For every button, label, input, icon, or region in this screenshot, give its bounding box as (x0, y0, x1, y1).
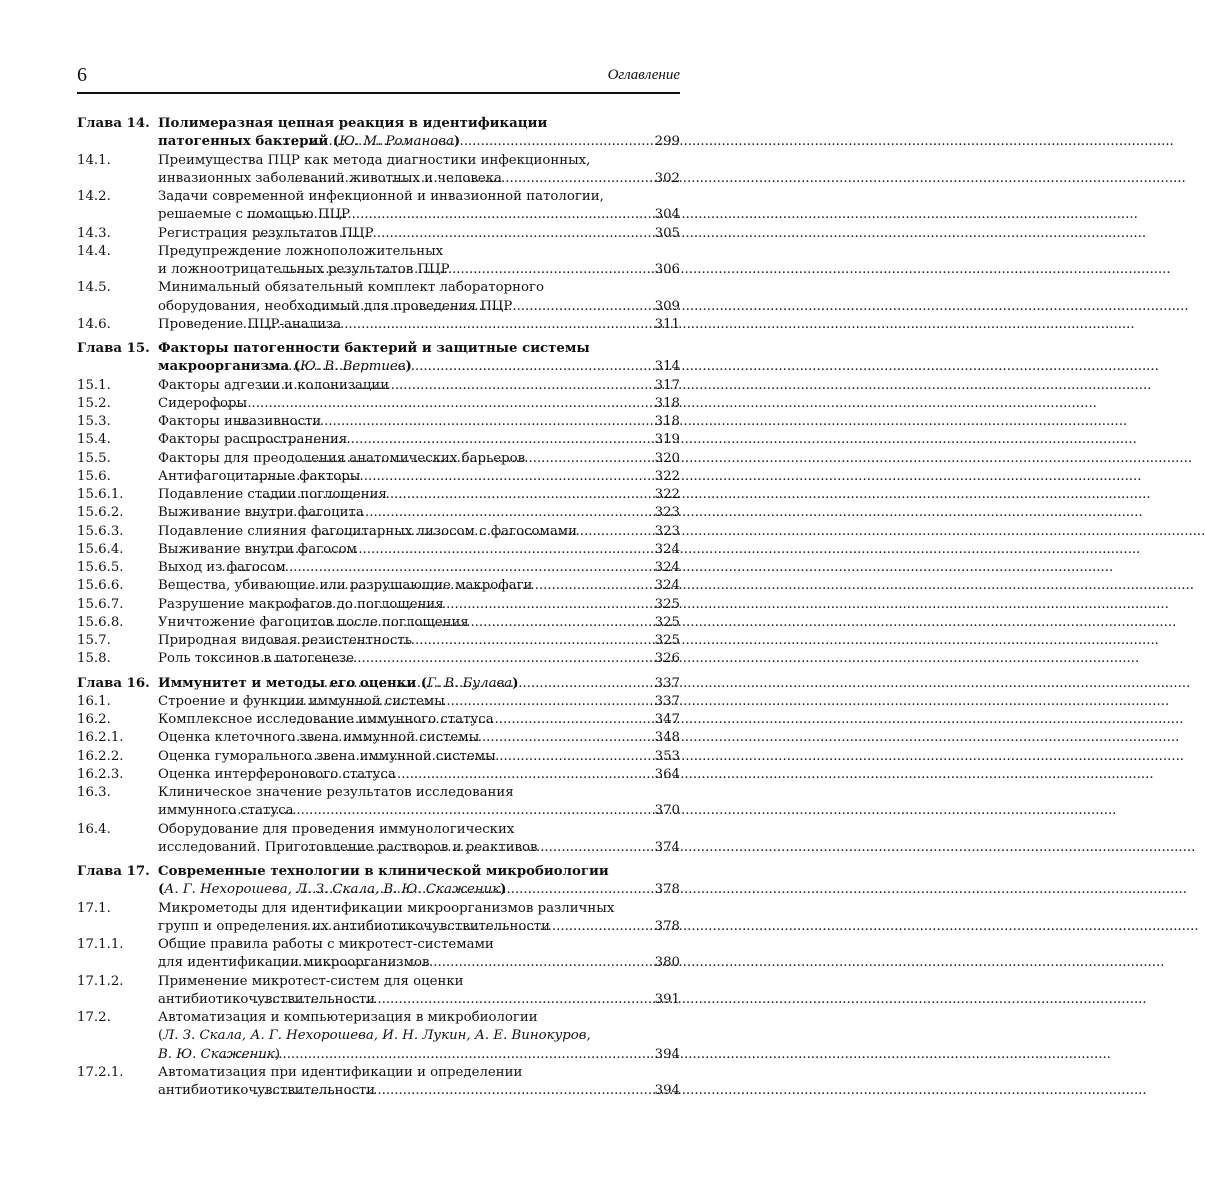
page-ref: 323 (654, 505, 680, 521)
section-number: 16.4. (77, 821, 111, 837)
chapter-authors: Ю. В. Вертиев (300, 359, 406, 375)
dot-leader (294, 675, 636, 693)
page-ref: 324 (654, 541, 680, 557)
section-title-line: Оценка интерферонового статуса (158, 766, 396, 782)
page-ref: 306 (654, 262, 680, 277)
section-number: 15.5. (77, 450, 111, 466)
toc-entry[interactable] (77, 632, 680, 650)
section-number: 14.2. (77, 189, 111, 204)
toc-entry[interactable] (77, 468, 680, 486)
page-ref: 319 (654, 432, 680, 448)
section-number: 15.6.5. (77, 560, 124, 575)
page-ref: 374 (654, 839, 680, 855)
section-title-line: решаемые с помощью ПЦР (158, 207, 350, 223)
section-title-line: Оборудование для проведения иммунологических (158, 821, 515, 837)
dot-leader (258, 766, 636, 784)
section-number: 15.7. (77, 633, 111, 648)
page-ref: 305 (654, 225, 680, 241)
section-title-line: Подавление стадии поглощения (158, 487, 387, 502)
page-ref: 348 (654, 730, 680, 746)
section-number: 15.6. (77, 468, 111, 484)
page-ref: 299 (654, 134, 680, 150)
dot-leader (296, 450, 636, 468)
page-ref: 394 (654, 1046, 680, 1062)
dot-leader (241, 431, 636, 449)
section-number: 15.2. (77, 395, 111, 411)
dot-leader (263, 358, 636, 376)
toc-entry[interactable]: 17.2. Автоматизация и компьютеризация в микробиологии (Л. З. Скала, А. Г. Нехорошева, И. Н. Лукин, А. Е. Винокуров, В. Ю. Скаженик) ..... 394 (77, 1009, 680, 1064)
dot-leader (255, 486, 636, 504)
dot-leader (251, 991, 636, 1009)
dot-leader (221, 802, 636, 820)
chapter-title-line: патогенных бактерий (158, 134, 329, 150)
toc-entry[interactable] (77, 1064, 680, 1101)
section-title-line: Сидерофоры (158, 395, 248, 411)
page-ref: 325 (654, 596, 680, 612)
section-title-line: Применение микротест-систем для оценки (158, 973, 464, 989)
dot-leader (273, 596, 636, 614)
dot-leader (231, 413, 636, 431)
dot-leader (250, 225, 636, 243)
toc-entry[interactable] (77, 486, 680, 504)
section-number: 16.3. (77, 785, 111, 800)
section-number: 15.6.8. (77, 614, 124, 630)
toc-entry[interactable] (77, 316, 680, 334)
running-title: Оглавление (607, 67, 680, 83)
page-ref: 380 (654, 955, 680, 971)
section-number: 15.8. (77, 651, 111, 667)
page-ref: 337 (654, 693, 680, 709)
section-number: 15.6.4. (77, 541, 124, 557)
dot-leader (293, 298, 636, 316)
toc-entry[interactable] (77, 395, 680, 413)
section-title-line: для идентификации микроорганизмов (158, 955, 430, 971)
page-ref: 324 (654, 560, 680, 575)
section-title-line: Выживание внутри фагоцита (158, 505, 364, 521)
section-title-line: Уничтожение фагоцитов после поглощения (158, 614, 469, 630)
toc-entry[interactable] (77, 784, 680, 821)
page-ref: 322 (654, 468, 680, 484)
page-ref: 320 (654, 450, 680, 466)
section-authors: Л. З. Скала, А. Г. Нехорошева, И. Н. Лукин, А. Е. Винокуров, (163, 1028, 591, 1044)
toc-entry[interactable] (77, 596, 680, 614)
dot-leader (217, 559, 636, 577)
toc-entry[interactable] (77, 766, 680, 784)
section-title-line: и ложноотрицательных результатов ПЦР (158, 262, 450, 277)
section-title-line: Роль токсинов в патогенезе (158, 651, 354, 667)
toc-entry[interactable] (77, 279, 680, 316)
chapter-authors: Г. В. Булава (427, 675, 513, 691)
page-ref: 302 (654, 170, 680, 186)
toc-entry[interactable] (77, 821, 680, 858)
table-of-contents (77, 115, 680, 1106)
chapter-16 (77, 675, 680, 858)
chapter-title-line: Современные технологии в клинической микробиологии (158, 864, 609, 879)
page-ref: 325 (654, 633, 680, 648)
toc-entry[interactable] (77, 577, 680, 595)
chapter-title-line: макроорганизма (158, 359, 290, 375)
toc-entry[interactable] (77, 650, 680, 668)
section-title-line: Вещества, убивающие или разрушающие макрофаги (158, 578, 533, 594)
dot-leader (291, 881, 636, 899)
dot-leader (288, 748, 636, 766)
section-number: 17.2. (77, 1010, 111, 1025)
chapter-15 (77, 340, 680, 669)
page-ref: 394 (654, 1083, 680, 1098)
dot-leader (310, 523, 636, 541)
section-title-line: антибиотикочувствительности (158, 1083, 376, 1098)
section-number: 16.2.2. (77, 748, 124, 764)
chapter-authors: Ю. М. Романова (339, 134, 454, 150)
section-title-line: оборудования, необходимый для проведения ПЦР (158, 298, 513, 314)
section-number: 15.4. (77, 432, 111, 448)
toc-entry[interactable] (77, 523, 680, 541)
page-ref: 370 (654, 803, 680, 819)
chapter-heading[interactable]: Глава 15. Факторы патогенности бактерий и защитные системы макроорганизма (Ю. В. Вертиев) ..... 314 (77, 340, 680, 377)
toc-entry[interactable] (77, 243, 680, 280)
dot-leader (290, 170, 636, 188)
toc-entry[interactable] (77, 711, 680, 729)
chapter-number: Глава 14. (77, 116, 150, 131)
section-title-line: антибиотикочувствительности (158, 991, 376, 1007)
dot-leader (284, 729, 636, 747)
dot-leader (273, 693, 636, 711)
section-number: 17.2.1. (77, 1064, 124, 1080)
chapter-authors: А. Г. Нехорошева, Л. З. Скала, В. Ю. Скаженик (164, 882, 501, 898)
section-title-line: исследований. Приготовление растворов и реактивов (158, 839, 538, 855)
section-number: 16.2.1. (77, 730, 124, 746)
section-title-line: Автоматизация и компьютеризация в микробиологии (158, 1010, 538, 1025)
page-ref: 325 (654, 614, 680, 630)
dot-leader (275, 261, 636, 279)
toc-entry[interactable] (77, 541, 680, 559)
page-ref: 318 (654, 414, 680, 429)
section-number: 14.4. (77, 243, 111, 259)
toc-entry[interactable] (77, 413, 680, 431)
page-ref: 364 (654, 766, 680, 782)
toc-entry[interactable] (77, 614, 680, 632)
section-number: 15.3. (77, 414, 111, 429)
chapter-heading[interactable]: Глава 17. Современные технологии в клинической микробиологии (А. Г. Нехорошева, Л. З. Скала, В. Ю. Скаженик) ..... 378 (77, 863, 680, 900)
section-title-line: Оценка гуморального звена иммунной системы (158, 748, 496, 764)
section-number: 15.1. (77, 377, 111, 393)
toc-entry[interactable] (77, 973, 680, 1010)
toc-entry[interactable] (77, 431, 680, 449)
section-number: 16.1. (77, 693, 111, 709)
section-title-line: Разрушение макрофагов до поглощения (158, 596, 444, 612)
chapter-number: Глава 17. (77, 864, 150, 879)
section-number: 16.2. (77, 712, 111, 727)
toc-entry[interactable] (77, 900, 680, 937)
toc-entry[interactable] (77, 693, 680, 711)
section-title-line: Автоматизация при идентификации и определении (158, 1064, 523, 1080)
chapter-title-line: Полимеразная цепная реакция в идентификации (158, 116, 548, 131)
section-number: 17.1. (77, 900, 111, 916)
dot-leader (247, 504, 636, 522)
chapter-number: Глава 15. (77, 341, 150, 356)
page-ref: 337 (654, 675, 680, 691)
page-ref: 311 (654, 316, 680, 332)
section-number: 14.3. (77, 225, 111, 241)
page-ref: 326 (654, 651, 680, 667)
section-number: 14.1. (77, 152, 111, 168)
page-ref: 323 (654, 523, 680, 539)
section-title-line: Проведение ПЦР-анализа (158, 316, 342, 332)
section-number: 14.6. (77, 316, 111, 332)
page-ref: 378 (654, 882, 680, 898)
page-ref: 391 (654, 991, 680, 1007)
toc-entry[interactable] (77, 936, 680, 973)
toc-entry[interactable] (77, 729, 680, 747)
page-ref: 347 (654, 712, 680, 727)
toc-entry[interactable] (77, 188, 680, 225)
page-number: 6 (77, 64, 87, 86)
chapter-title-line: Иммунитет и методы его оценки (158, 675, 417, 691)
section-title-line: Строение и функции иммунной системы (158, 693, 445, 709)
section-title-line: инвазионных заболеваний животных и человека (158, 170, 502, 186)
page-header (77, 62, 680, 90)
dot-leader (244, 541, 636, 559)
section-number: 17.1.2. (77, 973, 124, 989)
section-title-line: Минимальный обязательный комплект лабораторного (158, 280, 544, 296)
dot-leader (243, 650, 636, 668)
toc-entry[interactable] (77, 748, 680, 766)
section-title-line: Клиническое значение результатов исследования (158, 785, 514, 800)
page-ref: 314 (654, 359, 680, 375)
section-title-line: Антифагоцитарные факторы (158, 468, 361, 484)
page-ref: 353 (654, 748, 680, 764)
section-title-line: Преимущества ПЦР как метода диагностики инфекционных, (158, 152, 591, 168)
dot-leader (246, 468, 636, 486)
page-ref: 324 (654, 578, 680, 594)
page-ref: 304 (654, 207, 680, 223)
dot-leader (251, 1082, 636, 1100)
page-ref: 378 (654, 918, 680, 934)
toc-entry[interactable] (77, 504, 680, 522)
dot-leader (239, 316, 636, 334)
chapter-title-line: Факторы патогенности бактерий и защитные системы (158, 341, 590, 356)
section-number: 17.1.1. (77, 937, 124, 952)
dot-leader (303, 918, 636, 936)
dot-leader (298, 577, 636, 595)
toc-entry[interactable] (77, 152, 680, 189)
chapter-number: Глава 16. (77, 675, 150, 691)
section-title-line: Природная видовая резистентность (158, 633, 412, 648)
toc-entry[interactable] (77, 377, 680, 395)
chapter-14 (77, 115, 680, 334)
section-title-line: Оценка клеточного звена иммунной системы (158, 730, 480, 746)
section-number: 15.6.2. (77, 505, 124, 521)
section-title-line: Предупреждение ложноположительных (158, 243, 444, 259)
dot-leader (300, 839, 637, 857)
toc-entry[interactable] (77, 450, 680, 468)
section-title-line: Комплексное исследование иммунного статуса (158, 712, 494, 727)
page-ref: 318 (654, 395, 680, 411)
dot-leader (263, 632, 636, 650)
section-title-line: Микрометоды для идентификации микроорганизмов различных (158, 900, 615, 916)
section-number: 15.6.7. (77, 596, 124, 612)
dot-leader (288, 711, 636, 729)
dot-leader (280, 614, 636, 632)
section-number: 16.2.3. (77, 766, 124, 782)
section-title-line: групп и определения их антибиотикочувствительности (158, 918, 551, 934)
chapter-heading[interactable]: Глава 14. Полимеразная цепная реакция в идентификации патогенных бактерий (Ю. М. Романова) ..... 299 (77, 115, 680, 152)
section-title-line: Факторы для преодоления анатомических барьеров (158, 450, 526, 466)
chapter-17 (77, 863, 680, 1100)
dot-leader (215, 1046, 636, 1064)
section-number: 14.5. (77, 280, 111, 296)
section-title-line: Выживание внутри фагосом (158, 541, 357, 557)
section-title-line: иммунного статуса (158, 803, 294, 819)
section-number: 15.6.1. (77, 487, 124, 502)
page-ref: 322 (654, 487, 680, 502)
section-number: 15.6.3. (77, 523, 124, 539)
section-number: 15.6.6. (77, 578, 124, 594)
dot-leader (278, 133, 636, 151)
dot-leader (242, 206, 636, 224)
section-title-line: Выход из фагосом (158, 560, 286, 575)
dot-leader (201, 395, 636, 413)
section-title-line: Регистрация результатов ПЦР (158, 225, 374, 241)
section-title-line: Факторы адгезии и колонизации (158, 377, 390, 393)
toc-entry[interactable] (77, 559, 680, 577)
dot-leader (256, 377, 636, 395)
chapter-heading[interactable]: Глава 16. Иммунитет и методы его оценки (Г. В. Булава) ..... 337 (77, 675, 680, 693)
page-ref: 309 (654, 298, 680, 314)
section-title-line: Общие правила работы с микротест-системами (158, 937, 494, 952)
toc-entry[interactable] (77, 225, 680, 243)
section-title-line: Факторы инвазивности (158, 414, 322, 429)
section-title-line: Задачи современной инфекционной и инвазионной патологии, (158, 189, 604, 204)
header-rule (77, 92, 680, 94)
section-title-line: Факторы распространения (158, 432, 348, 448)
section-authors: В. Ю. Скаженик (158, 1046, 275, 1062)
dot-leader (269, 954, 636, 972)
page-ref: 317 (654, 377, 680, 393)
section-title-line: Подавление слияния фагоцитарных лизосом с фагосомами (158, 523, 578, 539)
